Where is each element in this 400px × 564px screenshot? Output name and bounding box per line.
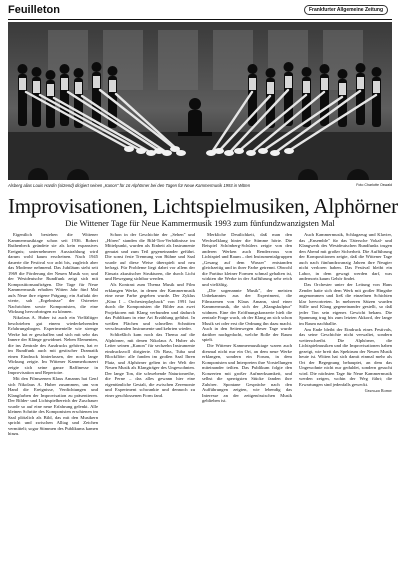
paragraph: Schließlich kam noch das Thema auf die Alphörner, mit denen Nikolaus A. Huber als Leiter seinen „Kanon" für sechzehn Instrumente eindrucksvoll dirigierte. Ob Bass, Tuba und Blockflöte: alle fanden im großen Saal Ihren Platz, und Alphörner gelten in der Welt der Neuen Musik als Klangträger des Ungewohnten. Der lange Ton, die schwebende Naturtonreihe, die Ferne – das alles gewann hier eine eigentümliche Gestalt, die zwischen Zeremonie und Experiment schwankte und dennoch zu einer geschlossenen Form fand. — [105, 332, 195, 398]
paragraph: Eigentlich bestehen die Wittener Kammermusiktage schon seit 1936. Robert Ruthenbeck gründete sie als kein expansives Ereignis; unternehmerer Ausstrahlung wird darum wohl kaum erscheinen. Nach 1945 dauerte die Festival vor acht bis, zugleich aber das Moderne nehmend. Das Jubiläum sieht seit 1969 die Förderung der Neuen Musik vor; und der Westdeutsche Rundfunk zeigt sich mit Kompositionsaufträgen. Die Tage für Neue Kammermusik erhalten Witten Jahr fünf Mal aufs Neue ihre eigene Prägung; ein Auftakt der vierte, sah „Ergebnisse" der Ostereier Nachrichten sowie Komponisten, die eine Wirkung hervorbringen zu können. — [8, 232, 98, 314]
author-byline: Gerhard Rohde — [364, 388, 392, 393]
article-column-1 — [8, 232, 98, 560]
paragraph: Das Orchester unter der Leitung von Hans Zender hatte sich dem Werk mit großer Hingabe angenommen und ließ die einzelnen Schichten klar hervortreten. In mehreren Sätzen wurden Stille und Klang gegeneinander gestellt, so daß jeder Ton sein eigenes Gewicht bekam. Die Spannung trug bis zum letzten Akkord, der lange im Raum nachhallte. — [299, 282, 392, 326]
paragraph: Nikolaus A. Huber ist auch ein Vielfältiger beschrieben gut einem wiederkehrenden Erfahrungsbogen. Experimentelle wie strenge Werke hat er geschaffen und sich mit sehr das Innere der Klänge gewidmet. Neben Elementen, die ins Zentrale des Ausdrucks gehören, hat er im Rundfunk auch mit gestischer Dramatik einen Eindruck hinterlassen, der noch lange Wirkung zeigte. Im Wittener Kammerkonzert zeigte sich seine ganze Raffinesse in Improvisation und Repertoire. — [8, 315, 98, 375]
paragraph: Als Kontrast zum Thema Musik und Film erklangen Werke, in denen der Kammermusik eine neue Farbe gegeben wurde. Der Zyklus „Kino I – Orchesterplayback" von 1991 hat durch die Komponisten die Bilder aus zwei Projektoren mit Klang verbunden und dadurch das Publikum in eine Art Erzählung geführt. In weißen Flächen und schnellen Schnitten verschwanden Instrumente und kehrten wieder. — [105, 282, 195, 331]
article-headline: Improvisationen, Lichtspielmusiken, Alphörner — [8, 194, 398, 218]
paragraph: Die Wittener Kammermusiktage waren auch diesmal nicht nur ein Ort, an dem neue Werke erklangen, sondern ein Forum, in dem Komponisten und Interpreten ihre Vorstellungen miteinander teilten. Das Publikum folgte den Konzerten mit großer Aufmerksamkeit, und selbst die sperrigsten Stücke fanden ihre Zuhörer. Spontane Gespräche nach den Aufführungen zeigten, wie lebendig das Interesse an der zeitgenössischen Musik geblieben ist. — [202, 343, 292, 403]
paragraph: Schon in der Geschichte der „Sehen" und „Hören" standen die Bild-Ton-Verhältnisse im Mittelpunkt, wurden als Einheit als Instrumente genutzt und zum Teil gegeneinander geführt. Die sonst feste Trennung von Bühne und Saal wurde auf diese Weise überspielt und neu befragt. Für Probleme liegt dabei vor allem der Einsatz akustischer Strukturen, die durch Licht und Bewegung sichtbar werden. — [105, 232, 195, 281]
page-header — [8, 4, 392, 20]
paragraph: Mit den Filmszenen Klaus Amanns hat Genf sich Nikolaus A. Huber zusammen, um von Hand die Ereignisse, Verdichtungen und Klangfarben der Improvisation zu präsentieren. Der Bilder- und Lichtspielbereich der Zuschauer wurde so auf eine neue Erfahrung gelenkt. Alle kleinen Schritte des Komponisten erschienen im Saal plötzlich als Bild, das mit den Musikern spricht und zwischen Alltag und Zeichen vermittelt; sogar Stimmen des Publikums kamen hinzu. — [8, 376, 98, 436]
concert-photo — [8, 22, 392, 180]
section-label: Feuilleton — [8, 4, 60, 16]
paragraph: „Die sogenannte Musik", der meisten Unbekanntes aus der Experiment, die Filmszenen von Klaus Amann, sind einer Kammermusik, die sich der „Klangskulptur" widmen. Eine der Eröffnungskonzerte hielt die zentrale Frage wach, ob der Klang an sich schon Musik sei oder erst die Ordnung ihn dazu macht. Auch in den Seitenwegen dieser Tage wurde darüber nachgedacht, welche Rolle der Raum spielt. — [202, 287, 292, 342]
newspaper-name-badge: Frankfurter Allgemeine Zeitung — [304, 5, 388, 15]
article-body — [8, 232, 392, 560]
concert-photo-image — [8, 22, 392, 180]
paragraph: Am Ende bleibt der Eindruck eines Festivals, das seine Geschichte nicht verwaltet, sondern weiterschreibt. Die Alphörner, die Lichtspielmusiken und die Improvisationen haben gezeigt, wie breit das Spektrum der Neuen Musik heute ist. Witten hat sich damit einmal mehr als Ort der Begegnung behauptet, an dem das Ungewohnte nicht nur geduldet, sondern gesucht wird. Die nächsten Tage für Neue Kammermusik werden zeigen, wohin der Weg führt; die Erwartungen sind jedenfalls geweckt. — [299, 326, 392, 387]
header-rule — [8, 19, 392, 20]
article-column-4 — [299, 232, 392, 560]
paragraph: Auch Kammermusik, Schlagzeug und Klavier, das „Ensemble" für das Tätersche Vokal- und Klangwerk des Westdeutschen Rundfunks trugen den Abend mit großer Sicherheit. Die Aufführung der Kompositionen zeigte, daß die Wittener Tage auch nach fünfundzwanzig Jahren ihre Neugier nicht verloren haben. Das Festival bleibt ein Labor, in dem gewagt werden darf, was andernorts kaum Gehör findet. — [299, 232, 392, 281]
paragraph: Merkliche Deutlichkeit, daß man den Wechselklang hinter die Stimme hörte. Die Beispiel Schönberg-Schülers zeigte von den anderen Werken auch Rendezvous von Lichtspiel und Raum – drei Instrumentalgruppen „Gesang auf dem Wasser" entstanden gleichzeitig und in ihrer Farbe getrennt. Obwohl die Partitur kleiner Formen schmal gehalten ist, wirkten die Werke in der Aufführung sehr reich und vielfältig. — [202, 232, 292, 287]
article-column-2 — [105, 232, 195, 560]
photo-caption-block — [8, 183, 392, 188]
article-column-3 — [202, 232, 292, 560]
photo-caption: Alsberg alias Louis Hardin (sitzend) dirigiert seinen „Kanon" für 16 Alphörner bei den Tagen für Neue Kammermusik 1993 in Witten — [8, 183, 251, 188]
photo-credit: Foto Charlotte Oswald — [356, 183, 392, 187]
article-subhead: Die Wittener Tage für Neue Kammermusik 1993 zum fünfundzwanzigsten Mal — [65, 218, 335, 228]
